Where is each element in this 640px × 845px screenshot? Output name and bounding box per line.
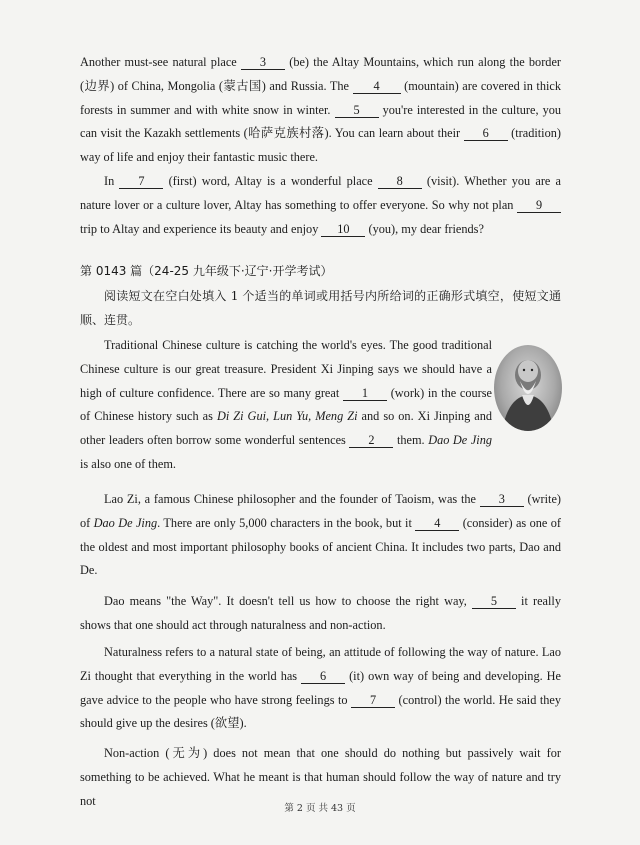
text: it really shows that one should act through naturalness and non-action. bbox=[80, 594, 561, 632]
blank-5[interactable]: 5 bbox=[335, 103, 379, 118]
blank-7[interactable]: 7 bbox=[119, 174, 163, 189]
text: (it) own way of being and developing. He gave advice to the people who have strong feelings to bbox=[80, 668, 562, 707]
text: (work) in the course of Chinese history such as bbox=[80, 385, 492, 424]
text: (consider) as one of the oldest and most important philosophy books of ancient China. It includes two parts, Dao and De. bbox=[80, 515, 561, 578]
blank-8[interactable]: 8 bbox=[378, 174, 422, 189]
book-titles: Di Zi Gui, Lun Yu, Meng Zi bbox=[216, 409, 358, 424]
blank-9[interactable]: 9 bbox=[517, 198, 561, 213]
blank-4b[interactable]: 4 bbox=[415, 516, 459, 531]
text: (control) the world. He said they should give up the desires (欲望). bbox=[80, 692, 562, 731]
book-title: Dao De Jing bbox=[93, 515, 158, 530]
paragraph-altay-1 bbox=[80, 51, 561, 170]
text: (be) the Altay Mountains, which run along the border (边界) of China, Mongolia (蒙古国) and Russia. The bbox=[80, 55, 562, 93]
text: (mountain) are covered in thick forests in summer and with white snow in winter. bbox=[80, 78, 561, 117]
blank-10[interactable]: 10 bbox=[321, 222, 365, 237]
blank-4[interactable]: 4 bbox=[353, 79, 401, 94]
text: (write) of bbox=[80, 492, 562, 530]
text: Naturalness refers to a natural state of being, an attitude of following the way of nature. Lao Zi thought that everything in the world has bbox=[80, 645, 561, 683]
text: In bbox=[104, 174, 115, 188]
blank-5b[interactable]: 5 bbox=[472, 594, 516, 609]
text: Dao means "the Way". It doesn't tell us how to choose the right way, bbox=[104, 594, 467, 608]
paragraph-laozi bbox=[80, 488, 561, 583]
paragraph-naturalness bbox=[80, 641, 561, 736]
page-footer: 第 2 页 共 43 页 bbox=[284, 803, 356, 814]
text: (tradition) way of life and enjoy their fantastic music there. bbox=[80, 126, 561, 165]
instruction-text: 阅读短文在空白处填入 1 个适当的单词或用括号内所给词的正确形式填空，使短文通顺、连贯。 bbox=[80, 289, 561, 327]
text: them. bbox=[396, 433, 425, 448]
book-title: Dao De Jing bbox=[428, 433, 492, 448]
text: trip to Altay and experience its beauty and enjoy bbox=[80, 221, 319, 236]
blank-3b[interactable]: 3 bbox=[480, 492, 524, 507]
text: Lao Zi, a famous Chinese philosopher and the founder of Taoism, was the bbox=[104, 492, 476, 506]
portrait-icon bbox=[494, 345, 562, 431]
blank-6[interactable]: 6 bbox=[464, 126, 508, 141]
text: (visit). Whether you are a nature lover or a culture lover, Altay has something to offer everyone. So why not plan bbox=[80, 174, 561, 212]
text: and so on. Xi Jinping and other leaders often borrow some wonderful sentences bbox=[80, 409, 493, 448]
paragraph-dao bbox=[80, 590, 561, 638]
text: is also one of them. bbox=[80, 456, 176, 471]
text: (first) word, Altay is a wonderful place bbox=[168, 174, 373, 188]
text: Traditional Chinese culture is catching the world's eyes. The good traditional Chinese culture is our great treasure. President Xi Jinping says we should have a high of culture confidence. There are so many great bbox=[80, 338, 492, 400]
blank-3[interactable]: 3 bbox=[241, 55, 285, 70]
text: Non-action (无为) does not mean that one should do nothing but passively wait for something to be achieved. What he meant is that human should follow the way of nature and try not bbox=[80, 746, 561, 808]
text: (you), my dear friends? bbox=[368, 221, 484, 236]
paragraph-culture bbox=[80, 334, 492, 477]
blank-1[interactable]: 1 bbox=[343, 386, 387, 401]
lao-zi-portrait bbox=[494, 345, 562, 431]
text: . There are only 5,000 characters in the book, but it bbox=[157, 515, 412, 530]
blank-6b[interactable]: 6 bbox=[301, 669, 345, 684]
text: Another must-see natural place bbox=[80, 55, 237, 69]
paragraph-altay-2 bbox=[80, 170, 561, 241]
text: you're interested in the culture, you can visit the Kazakh settlements (哈萨克族村落). You can learn about their bbox=[80, 102, 562, 141]
blank-7b[interactable]: 7 bbox=[351, 693, 395, 708]
passage-heading: 第 0143 篇（24-25 九年级下·辽宁·开学考试） bbox=[80, 264, 333, 278]
blank-2[interactable]: 2 bbox=[349, 433, 393, 448]
